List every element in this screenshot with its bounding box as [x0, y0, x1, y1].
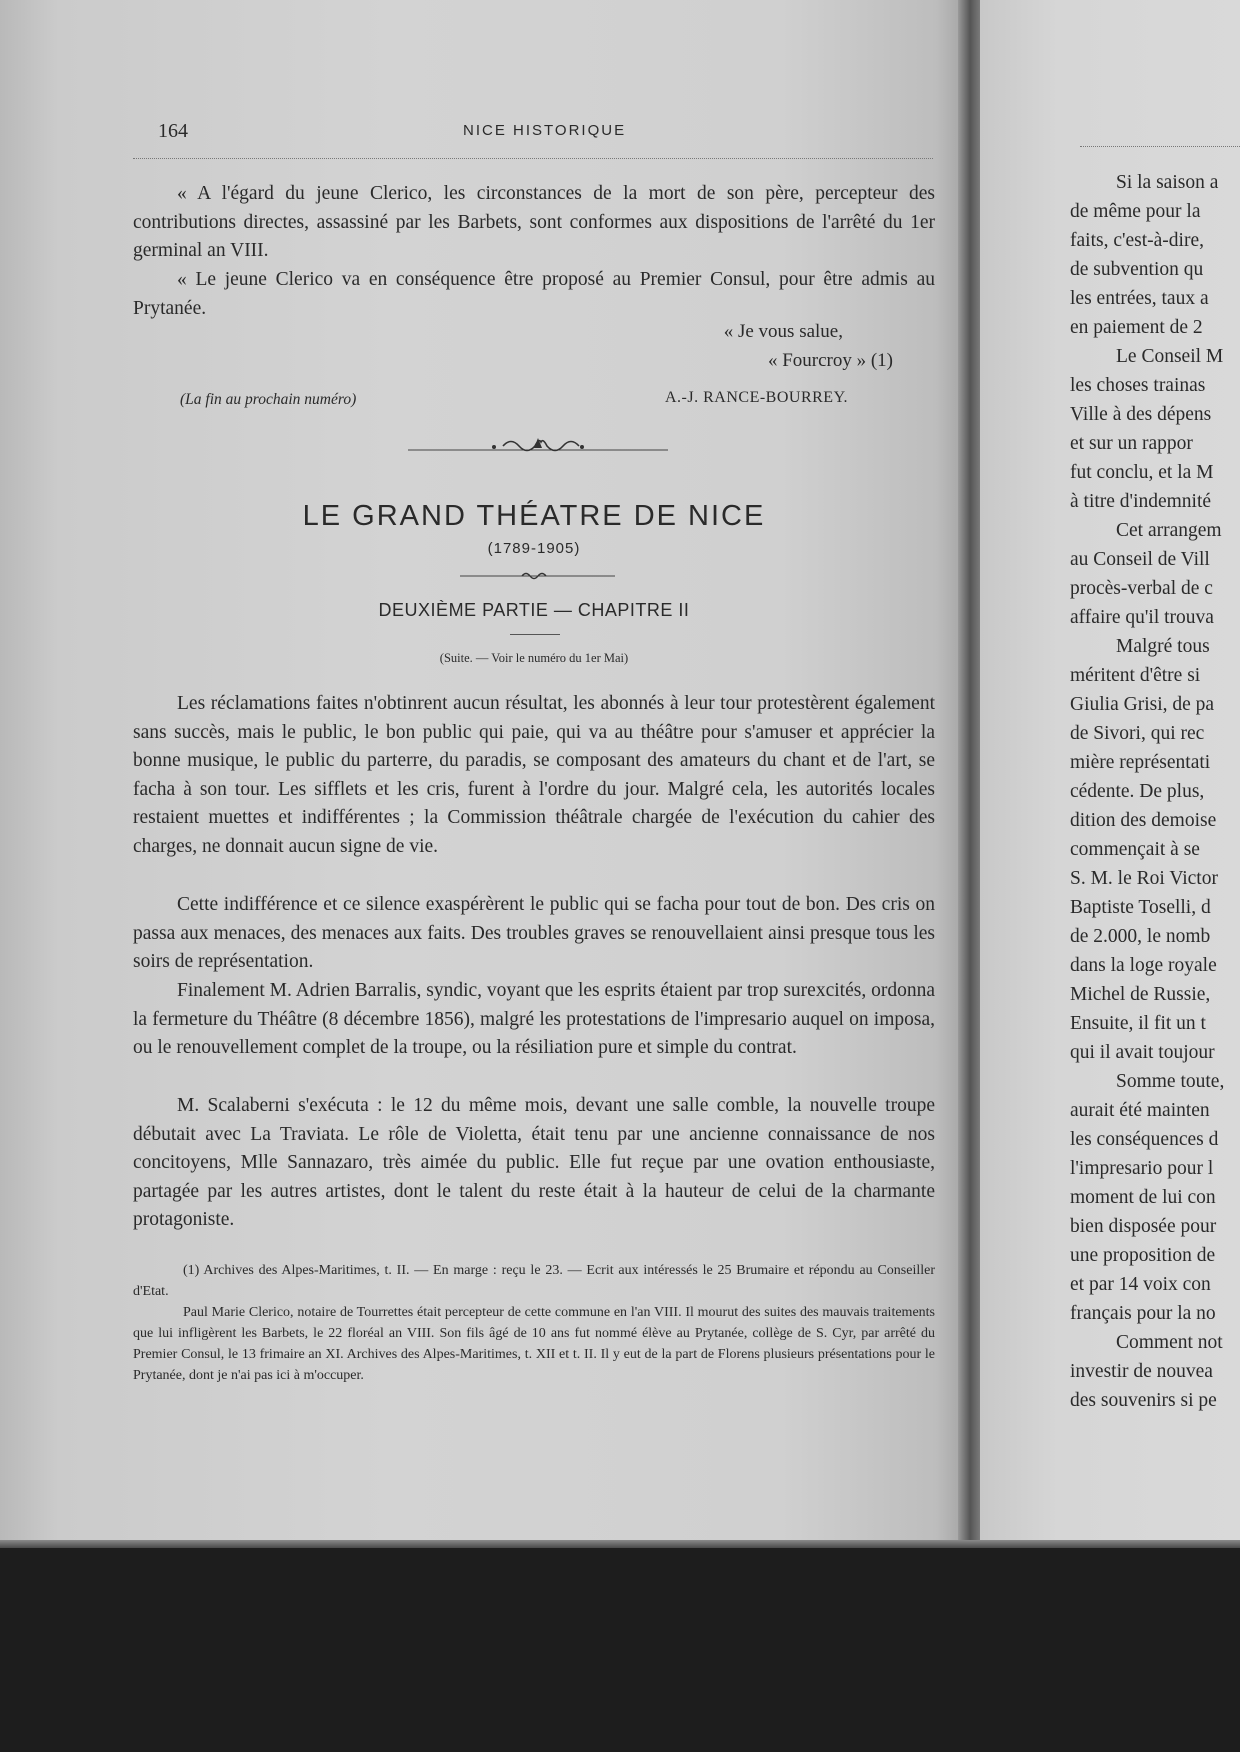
letter-paragraph: « A l'égard du jeune Clerico, les circonstances de la mort de son père, percepteur des contributions directes, assassiné par les Barbets, sont conformes aux dispositions de l'arrêté du 1er germinal an VIII.: [133, 183, 935, 261]
right-page-line: dition des demoise: [1070, 810, 1217, 831]
right-page-line: cédente. De plus,: [1070, 781, 1205, 802]
body-paragraph: M. Scalaberni s'exécuta : le 12 du même mois, devant une salle comble, la nouvelle troupe débutait avec La Traviata. Le rôle de Violetta, était tenu par une ancienne connaissance de nos concitoyens, Mlle Sannazaro, très aimée du public. Elle fut reçue par une ovation enthousiaste, partagée par les autres artistes, dont le talent du reste était à la hauteur de celui de la charmante protagoniste.: [133, 1095, 935, 1230]
right-page-line: et par 14 voix con: [1070, 1274, 1211, 1295]
right-page-line: Ville à des dépens: [1070, 404, 1212, 425]
right-page-line: à titre d'indemnité: [1070, 491, 1212, 512]
right-page-line: de Sivori, qui rec: [1070, 723, 1205, 744]
right-page-line: des souvenirs si pe: [1070, 1390, 1217, 1411]
right-page-line: procès-verbal de c: [1070, 578, 1213, 599]
body-paragraph: Finalement M. Adrien Barralis, syndic, voyant que les esprits étaient par trop surexcités, ordonna la fermeture du Théâtre (8 décembre 1856), malgré les protestations de l'impresario auquel on imposa, ou le renouvellement complet de la troupe, ou la résiliation pure et simple du contrat.: [133, 980, 935, 1058]
body-paragraph: Cette indifférence et ce silence exaspérèrent le public qui se facha pour tout de bon. Des cris on passa aux menaces, des menaces aux faits. Des troubles graves se renouvellaient ainsi presque tous les soirs de représentation.: [133, 894, 935, 972]
letter-signature: « Fourcroy » (1): [767, 350, 893, 371]
small-ornament-rule: [460, 571, 615, 581]
right-page-line: Malgré tous: [1116, 636, 1210, 657]
right-page-line: les conséquences d: [1070, 1129, 1219, 1150]
right-page-line: Somme toute,: [1116, 1071, 1225, 1092]
right-header-rule: [1080, 146, 1240, 147]
right-page-line: fut conclu, et la M: [1070, 462, 1214, 483]
right-page-line: bien disposée pour: [1070, 1216, 1217, 1237]
right-page-line: en paiement de 2: [1070, 317, 1203, 338]
right-page-line: et sur un rappor: [1070, 433, 1193, 454]
article-dates: (1789-1905): [487, 540, 581, 557]
right-page-line: Cet arrangem: [1116, 520, 1222, 541]
right-page-line: investir de nouvea: [1070, 1361, 1213, 1382]
right-page-line: affaire qu'il trouva: [1070, 607, 1214, 628]
right-page-line: S. M. le Roi Victor: [1070, 868, 1218, 889]
right-page-line: Michel de Russie,: [1070, 984, 1211, 1005]
article-author: A.-J. RANCE-BOURREY.: [665, 389, 849, 406]
right-page-line: Baptiste Toselli, d: [1070, 897, 1211, 918]
part-heading: DEUXIÈME PARTIE — CHAPITRE II: [378, 600, 690, 620]
right-page-line: moment de lui con: [1070, 1187, 1216, 1208]
right-page-line: faits, c'est-à-dire,: [1070, 230, 1204, 251]
right-page-line: Si la saison a: [1116, 172, 1219, 193]
suite-note: (Suite. — Voir le numéro du 1er Mai): [439, 651, 629, 665]
footnote: Paul Marie Clerico, notaire de Tourrettes était percepteur de cette commune en l'an VIII. Il mourut des suites des mauvais traitements que lui infligèrent les Barbets, le 22 floréal an VIII. Son fils âgé de 10 ans fut nommé élève au Prytanée, collège de S. Cyr, par arrêté du Premier Consul, le 13 frimaire an XI. Archives des Alpes-Maritimes, t. XII et t. II. Il y eut de la part de Florens plusieurs présentations pour le Prytanée, dont je n'ai pas ici à m'occuper.: [133, 1305, 935, 1383]
right-page-line: dans la loge royale: [1070, 955, 1217, 976]
right-page-line: les entrées, taux a: [1070, 288, 1209, 309]
letter-salutation: « Je vous salue,: [723, 321, 843, 342]
right-page-line: au Conseil de Vill: [1070, 549, 1210, 570]
article-title: LE GRAND THÉATRE DE NICE: [302, 500, 766, 532]
part-rule: [510, 634, 560, 635]
book-gutter: [958, 0, 980, 1548]
ornament-divider: [408, 436, 668, 454]
right-page-line: l'impresario pour l: [1070, 1158, 1214, 1179]
right-page-line: Le Conseil M: [1116, 346, 1224, 367]
scanner-background: [0, 1548, 1240, 1752]
right-page-line: aurait été mainten: [1070, 1100, 1210, 1121]
journal-title: NICE HISTORIQUE: [463, 122, 627, 139]
footnotes: [133, 1260, 935, 1386]
right-page-line: méritent d'être si: [1070, 665, 1201, 686]
body-paragraph: Les réclamations faites n'obtinrent aucun résultat, les abonnés à leur tour protestèrent également sans succès, mais le public, le bon public qui paie, qui va au théâtre pour s'amuser et apprécier la bonne musique, le public du parterre, du paradis, se composant des amateurs du chant et de l'art, se facha à son tour. Les sifflets et les cris, furent à l'ordre du jour. Malgré cela, les autorités locales restaient muettes et indifférentes ; la Commission théâtrale chargée de l'exécution du cahier des charges, ne donnait aucun signe de vie.: [133, 693, 935, 857]
right-page-line: de même pour la: [1070, 201, 1201, 222]
right-page-line: mière représentati: [1070, 752, 1211, 773]
footnote: (1) Archives des Alpes-Maritimes, t. II. — En marge : reçu le 23. — Ecrit aux intéressés le 25 Brumaire et répondu au Conseiller d'Etat.: [133, 1263, 935, 1299]
header-rule: [133, 158, 933, 159]
right-page-line: les choses trainas: [1070, 375, 1206, 396]
page-number: 164: [158, 120, 188, 142]
continued-note: (La fin au prochain numéro): [180, 391, 357, 408]
right-page-line: une proposition de: [1070, 1245, 1216, 1266]
right-page-line: Giulia Grisi, de pa: [1070, 694, 1215, 715]
right-page-line: de subvention qu: [1070, 259, 1204, 280]
right-page-line: commençait à se: [1070, 839, 1200, 860]
letter-paragraph: « Le jeune Clerico va en conséquence être proposé au Premier Consul, pour être admis au Prytanée.: [133, 269, 935, 319]
running-head: [133, 120, 933, 144]
right-page-line: qui il avait toujour: [1070, 1042, 1215, 1063]
right-page-line: de 2.000, le nomb: [1070, 926, 1211, 947]
right-page-line: Ensuite, il fit un t: [1070, 1013, 1206, 1034]
right-page-line: français pour la no: [1070, 1303, 1216, 1324]
right-page-line: Comment not: [1116, 1332, 1223, 1353]
